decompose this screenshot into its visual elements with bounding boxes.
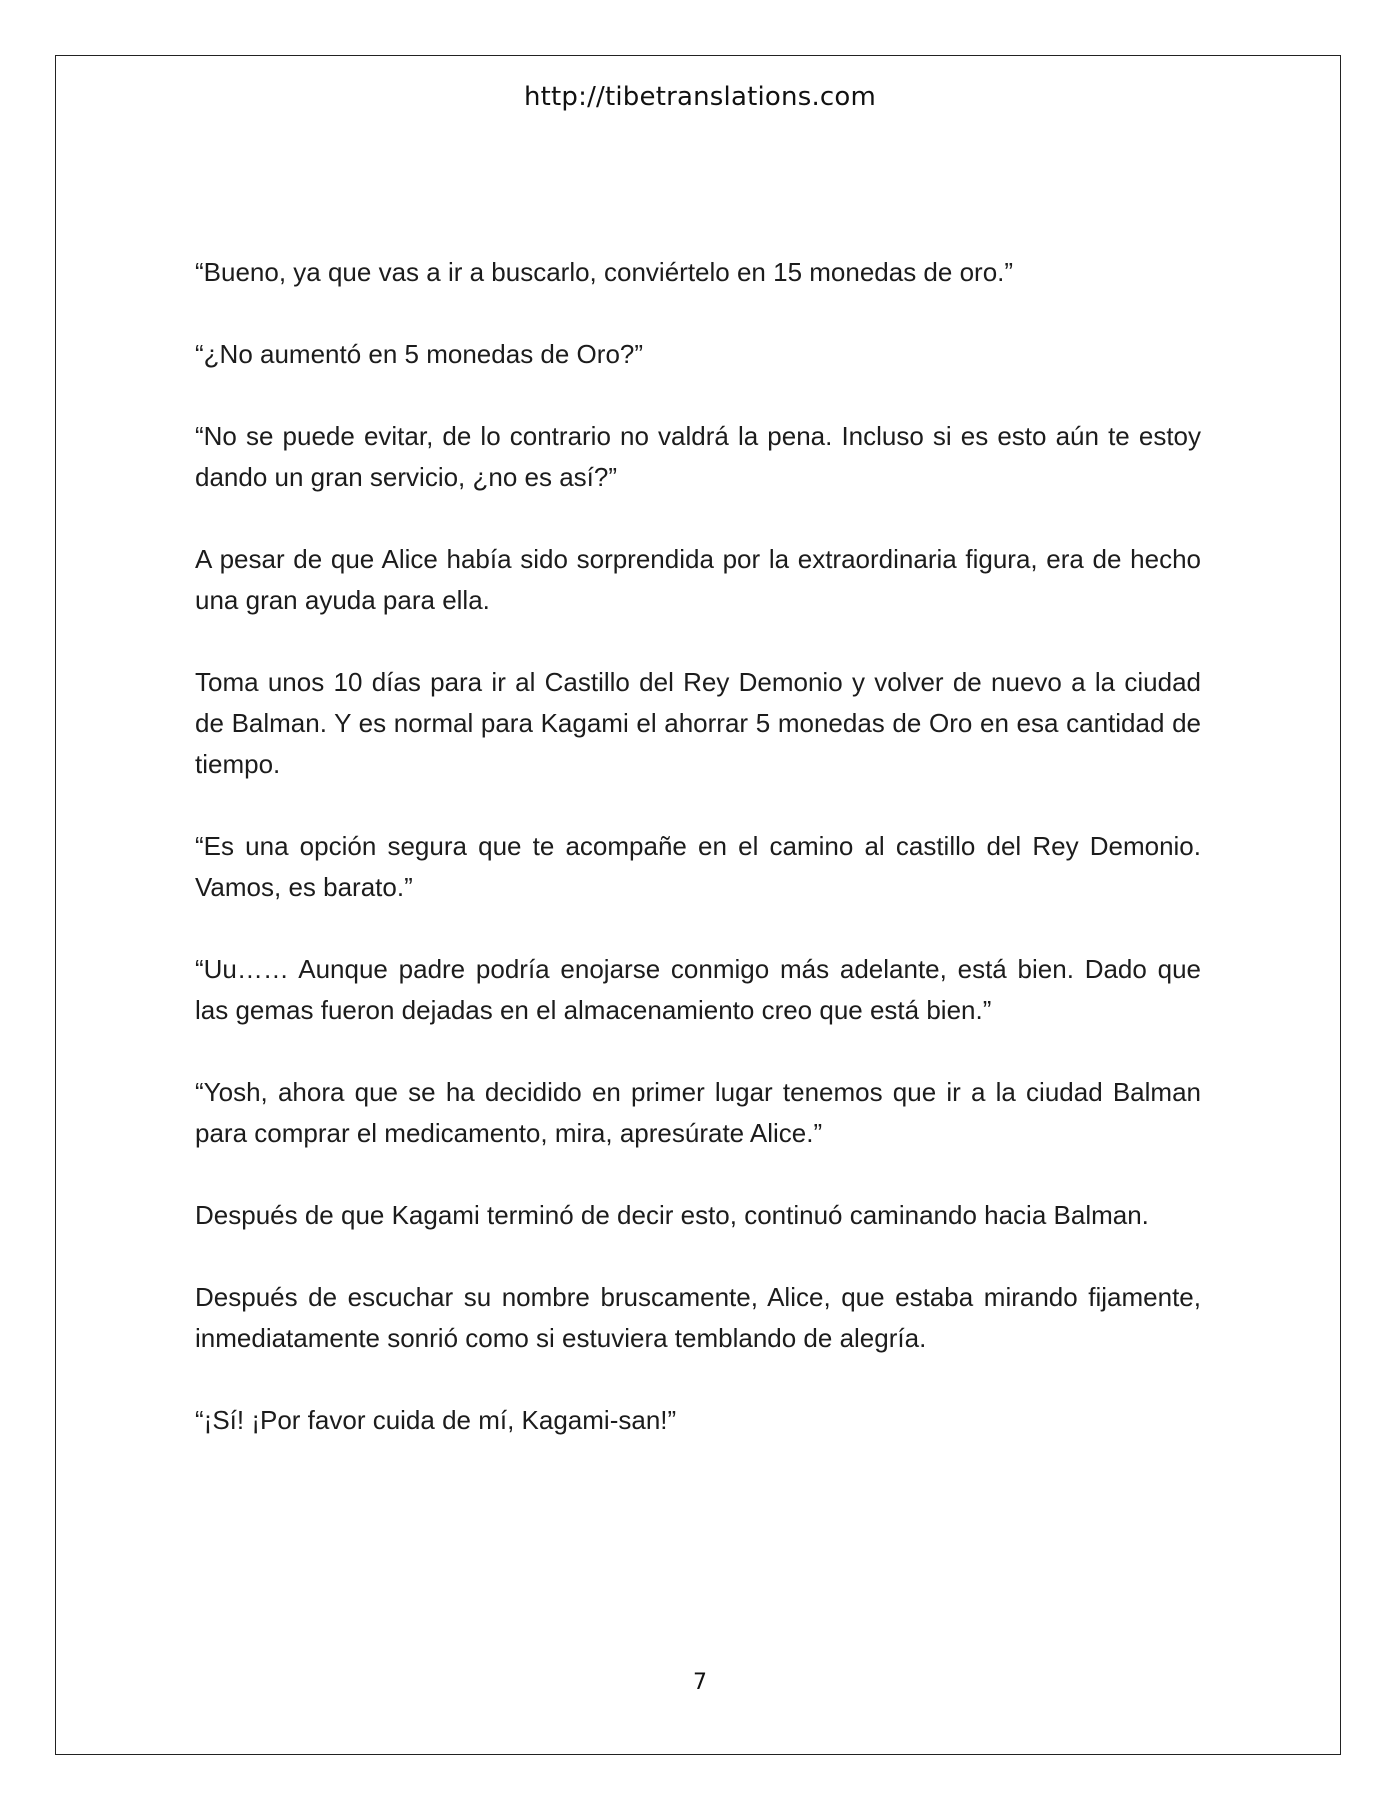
- paragraph: “¿No aumentó en 5 monedas de Oro?”: [195, 339, 644, 369]
- paragraph: “No se puede evitar, de lo contrario no valdrá la pena. Incluso si es esto aún te estoy dando un gran servicio, ¿no es así?”: [195, 421, 1201, 492]
- page-number: 7: [693, 1670, 707, 1695]
- paragraph: “¡Sí! ¡Por favor cuida de mí, Kagami-san!”: [195, 1405, 677, 1435]
- paragraph: “Bueno, ya que vas a ir a buscarlo, conviértelo en 15 monedas de oro.”: [195, 257, 1014, 287]
- paragraph: “Es una opción segura que te acompañe en el camino al castillo del Rey Demonio. Vamos, es barato.”: [195, 831, 1201, 902]
- document-body: [195, 252, 1201, 1482]
- paragraph: Después de escuchar su nombre bruscamente, Alice, que estaba mirando fijamente, inmediatamente sonrió como si estuviera temblando de alegría.: [195, 1282, 1201, 1353]
- paragraph: “Uu…… Aunque padre podría enojarse conmigo más adelante, está bien. Dado que las gemas fueron dejadas en el almacenamiento creo que está bien.”: [195, 954, 1201, 1025]
- paragraph: Toma unos 10 días para ir al Castillo del Rey Demonio y volver de nuevo a la ciudad de Balman. Y es normal para Kagami el ahorrar 5 monedas de Oro en esa cantidad de tiempo.: [195, 667, 1201, 779]
- header-url[interactable]: http://tibetranslations.com: [523, 82, 877, 112]
- paragraph: A pesar de que Alice había sido sorprendida por la extraordinaria figura, era de hecho una gran ayuda para ella.: [195, 544, 1201, 615]
- paragraph: Después de que Kagami terminó de decir esto, continuó caminando hacia Balman.: [195, 1200, 1149, 1230]
- paragraph: “Yosh, ahora que se ha decidido en primer lugar tenemos que ir a la ciudad Balman para comprar el medicamento, mira, apresúrate Alice.”: [195, 1077, 1201, 1148]
